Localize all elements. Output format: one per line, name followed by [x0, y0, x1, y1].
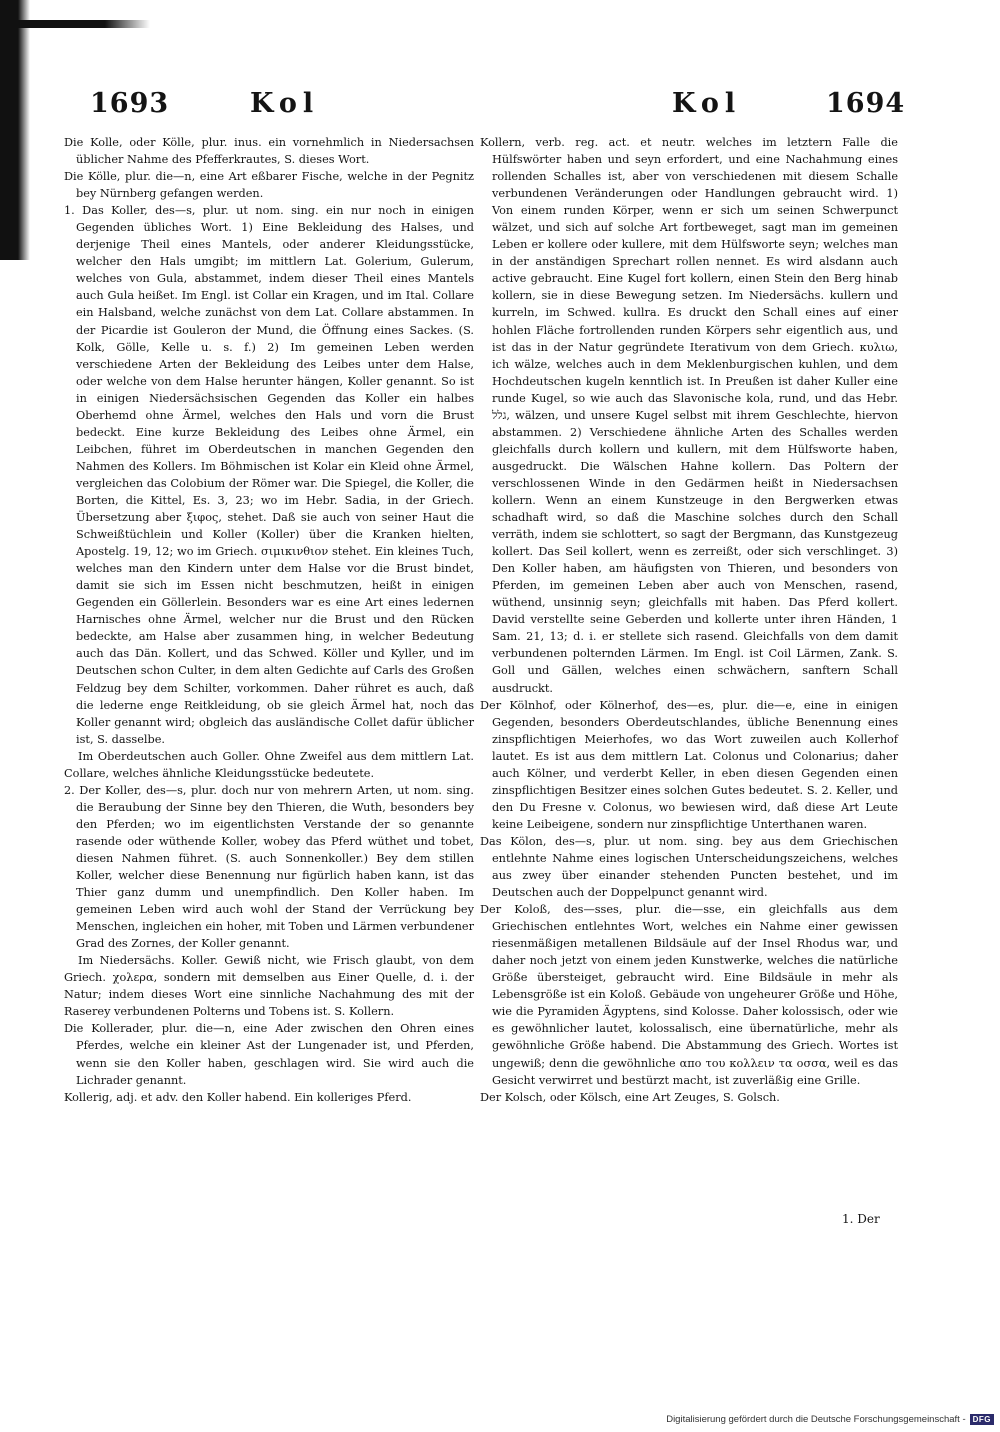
- digitization-footer: [666, 1414, 994, 1425]
- entry-kolsch: Der Kolsch, oder Kölsch, eine Art Zeuges, S. Golsch.: [480, 1090, 780, 1104]
- footer-text: Digitalisierung gefördert durch die Deutsche Forschungsgemeinschaft -: [666, 1414, 966, 1425]
- header-keyword-right: Kol: [672, 88, 742, 119]
- entry-kolon: Das Kölon, des—s, plur. ut nom. sing. bey aus dem Griechischen entlehnte Nahme eines logischen Unterscheidungszeichens, welches aus zwey über einander stehenden Puncten bestehet, und im Deutschen auch der Doppelpunct genannt wird.: [480, 834, 898, 900]
- right-column: [480, 134, 898, 1106]
- entry-kollerader: Die Kollerader, plur. die—n, eine Ader zwischen den Ohren eines Pferdes, welche ein kleiner Ast der Lungenader ist, und Pferden, wenn sie den Koller haben, geschlagen wird. Sie wird auch die Lichrader genannt.: [64, 1022, 474, 1087]
- page-number-right: 1694: [826, 88, 906, 119]
- catchword: 1. Der: [842, 1212, 880, 1226]
- entry-koelle: Die Kölle, plur. die—n, eine Art eßbarer Fische, welche in der Pegnitz bey Nürnberg gefangen werden.: [64, 170, 474, 201]
- page-number-left: 1693: [90, 88, 170, 119]
- dfg-logo: DFG: [970, 1414, 994, 1425]
- entry-kollern: Kollern, verb. reg. act. et neutr. welches im letztern Falle die Hülfswörter haben und seyn erfordert, und eine Nachahmung eines rollenden Schalles ist, aber von verschiedenen mit diesem Schalle verbundenen Veränderungen oder Handlungen gebraucht wird. 1) Von einem runden Körper, wenn er sich um seinen Schwerpunct wälzet, und sich auf solche Art fortbeweget, sagt man im gemeinen Leben er kollere oder kullere, mit dem Hülfsworte seyn; welches man in der anständigen Sprechart rollen nennet. Es wird alsdann auch active gebraucht. Eine Kugel fort kollern, einen Stein den Berg hinab kollern, sie in diese Bewegung setzen. Im Niedersächs. kullern und kurreln, im Schwed. kullra. Es druckt den Schall eines auf einer hohlen Fläche fortrollenden runden Körpers sehr eigentlich aus, und ist das in der Natur gegründete Iterativum von dem Griech. κυλιω, ich wälze, welches auch in dem Meklenburgischen kuhlen, und dem Hochdeutschen kugeln kenntlich ist. In Preußen ist daher Kuller eine runde Kugel, so wie auch das Slavonische kola, rund, und das Hebr. גלל, wälzen, und unsere Kugel selbst mit ihrem Geschlechte, hiervon abstammen. 2) Verschiedene ähnliche Arten des Schalles werden gleichfalls durch kollern und kullern, mit dem Hülfsworte haben, ausgedruckt. Die Wälschen Hahne kollern. Das Poltern der verschlossenen Winde in den Gedärmen heißt in Niedersachsen kollern. Wenn an einem Kunstzeuge in den Bergwerken etwas schadhaft wird, so daß die Maschine solches durch den Schall verräth, indem sie schlottert, so sagt der Bergmann, das Kunstgezeug kollert. Das Seil kollert, wenn es zerreißt, oder sich verschlinget. 3) Den Koller haben, am häufigsten von Thieren, und besonders von Pferden, im gemeinen Leben aber auch von Menschen, rasend, wüthend, unsinnig seyn; gleichfalls mit haben. Das Pferd kollert. David verstellte seine Geberden und kollerte unter ihren Händen, 1 Sam. 21, 13; d. i. er stellete sich rasend. Gleichfalls von dem damit verbundenen polternden Lärmen. Im Engl. ist Coil Lärmen, Zank. S. Goll und Gällen, welches einen schwächern, sanftern Schall ausdruckt.: [480, 136, 898, 695]
- entry-das-koller: 1. Das Koller, des—s, plur. ut nom. sing. ein nur noch in einigen Gegenden übliches Wort. 1) Eine Bekleidung des Halses, und derjenige Theil eines Mantels, oder anderer Kleidungsstücke, welcher den Hals umgibt; im mittlern Lat. Golerium, Gulerum, welches von Gula, abstammet, indem dieser Theil eines Mantels auch Gula heißet. Im Engl. ist Collar ein Kragen, und im Ital. Collare ein Halsband, welche zunächst von dem Lat. Collare abstammen. In der Picardie ist Gouleron der Mund, die Öffnung eines Sackes. (S. Kolk, Gölle, Kelle u. s. f.) 2) Im gemeinen Leben werden verschiedene Arten der Bekleidung des Leibes unter dem Halse, oder welche von dem Halse herunter hängen, Koller genannt. So ist in einigen Niedersächsischen Gegenden das Koller ein halbes Oberhemd ohne Ärmel, welches den Hals und vorn die Brust bedeckt. Eine kurze Bekleidung des Leibes ohne Ärmel, ein Leibchen, führet im Oberdeutschen in manchen Gegenden den Nahmen des Kollers. Im Böhmischen ist Kolar ein Kleid ohne Ärmel, vergleichen das Colobium der Römer war. Die Spiegel, die Koller, die Borten, die Kittel, Es. 3, 23; wo im Hebr. Sadia, in der Griech. Übersetzung aber ξιφος, stehet. Daß sie auch von seiner Haut die Schweißtüchlein und Koller (Koller) über die Kranken hielten, Apostelg. 19, 12; wo im Griech. σιμικινθιον stehet. Ein kleines Tuch, welches man den Kindern unter dem Halse vor die Brust bindet, damit sie sich im Essen nicht beschmutzen, heißt in einigen Gegenden ein Göllerlein. Besonders war es eine Art eines ledernen Harnisches ohne Ärmel, welcher nur die Brust und den Rücken bedeckte, am Halse aber zusammen hing, in welcher Bedeutung auch das Dän. Kollert, und das Schwed. Köller und Kyller, und im Deutschen schon Culter, in dem alten Gedichte auf Carls des Großen Feldzug bey dem Schilter, vorkommen. Daher rühret es auch, daß die lederne enge Reitkleidung, ob sie gleich Ärmel hat, noch das Koller genannt wird; obgleich das ausländische Collet dafür üblicher ist, S. dasselbe.: [64, 204, 474, 746]
- scan-binding-shadow: [0, 0, 30, 260]
- scan-binding-shadow-top: [0, 20, 150, 28]
- entry-koelnhof: Der Kölnhof, oder Kölnerhof, des—es, plur. die—e, eine in einigen Gegenden, besonders Oberdeutschlandes, übliche Benennung eines zinspflichtigen Meierhofes, wo das Wort zuweilen auch Kollerhof lautet. Es ist aus dem mittlern Lat. Colonus und Colonarius; daher auch Kölner, und verderbt Keller, in eben diesen Gegenden einen zinspflichtigen Besitzer eines solchen Gutes bedeutet. S. 2. Keller, und den Du Fresne v. Colonus, wo bewiesen wird, daß diese Art Leute keine Leibeigene, sondern nur zinspflichtige Unterthanen waren.: [480, 698, 898, 831]
- entry-das-koller-etymology: Im Oberdeutschen auch Goller. Ohne Zweifel aus dem mittlern Lat. Collare, welches ähnliche Kleidungsstücke bedeutete.: [64, 749, 474, 780]
- entry-der-koller-etymology: Im Niedersächs. Koller. Gewiß nicht, wie Frisch glaubt, von dem Griech. χολερα, sondern mit demselben aus Einer Quelle, d. i. der Natur; indem dieses Wort eine sinnliche Nachahmung des mit der Raserey verbundenen Polterns und Tobens ist. S. Kollern.: [64, 954, 474, 1019]
- entry-kolle: Die Kolle, oder Kölle, plur. inus. ein vornehmlich in Niedersachsen üblicher Nahme des Pfefferkrautes, S. dieses Wort.: [64, 136, 474, 167]
- entry-koloss: Der Koloß, des—sses, plur. die—sse, ein gleichfalls aus dem Griechischen entlehntes Wort, welches ein Nahme einer gewissen riesenmäßigen metallenen Bildsäule auf der Insel Rhodus war, und daher noch jetzt von einem jeden Kunstwerke, welches die natürliche Größe übersteiget, gebraucht wird. Eine Bildsäule in mehr als Lebensgröße ist ein Koloß. Gebäude von ungeheurer Größe und Höhe, wie die Pyramiden Ägyptens, sind Kolosse. Daher kolossisch, oder wie es gewöhnlicher lautet, kolossalisch, eine übernatürliche, mehr als gewöhnliche Größe habend. Die Abstammung des Griech. Wortes ist ungewiß; denn die gewöhnliche απο του κολλειν τα οσσα, weil es das Gesicht verwirret und bestürzt macht, ist zuverläßig eine Grille.: [480, 903, 898, 1087]
- header-keyword-left: Kol: [250, 88, 320, 119]
- entry-kollerig: Kollerig, adj. et adv. den Koller habend. Ein kolleriges Pferd.: [64, 1090, 412, 1104]
- entry-der-koller: 2. Der Koller, des—s, plur. doch nur von mehrern Arten, ut nom. sing. die Beraubung der Sinne bey den Thieren, die Wuth, besonders bey den Pferden; wo im eigentlichsten Verstande der so genannte rasende oder wüthende Koller, wobey das Pferd wüthet und tobet, diesen Nahmen führet. (S. auch Sonnenkoller.) Bey dem stillen Koller, welcher diese Benennung nur figürlich haben kann, ist das Thier ganz dumm und unempfindlich. Den Koller haben. Im gemeinen Leben wird auch wohl der Stand der Verrückung bey Menschen, ingleichen ein hoher, mit Toben und Lärmen verbundener Grad des Zornes, der Koller genannt.: [64, 783, 474, 951]
- left-column: [64, 134, 474, 1106]
